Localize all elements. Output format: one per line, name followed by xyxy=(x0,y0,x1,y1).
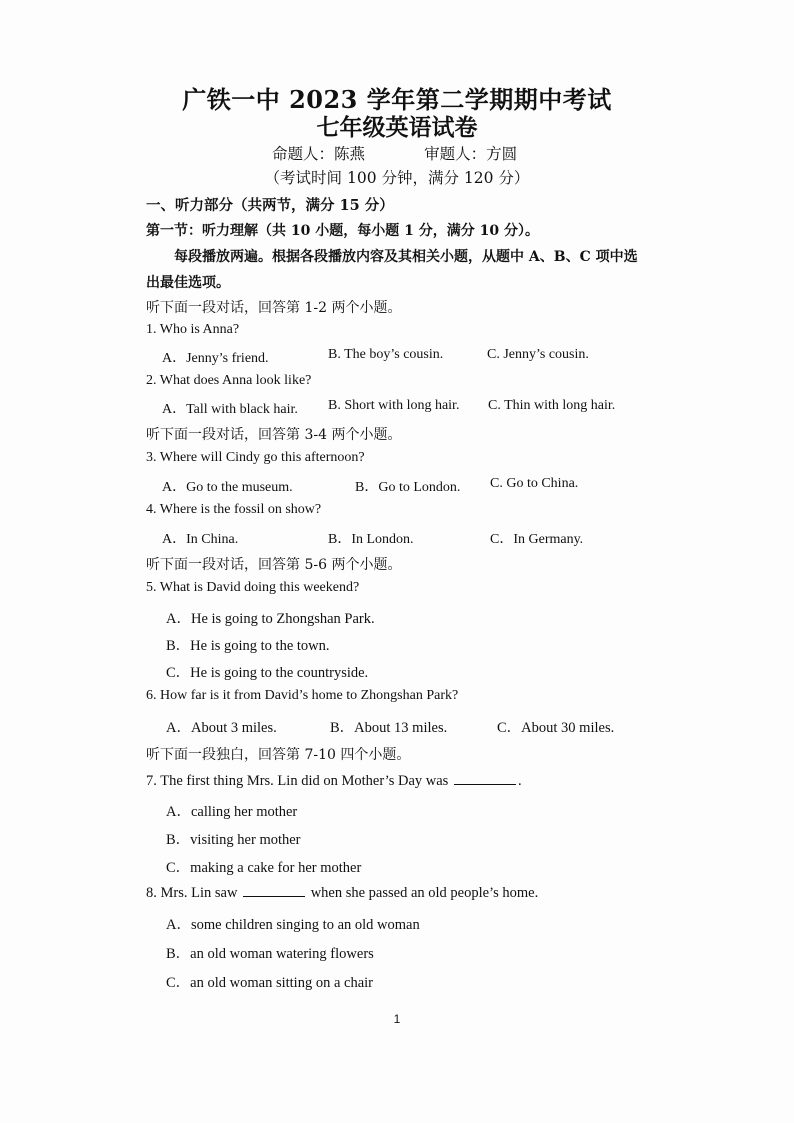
question-7-option-b: B．visiting her mother xyxy=(166,832,301,848)
option-a: A．Jenny’s friend. xyxy=(162,351,269,366)
listening-prompt-1: 听下面一段对话，回答第 1-2 两个小题。 xyxy=(146,300,402,316)
option-b: B．Go to London. xyxy=(355,480,461,495)
time-note: （考试时间 100 分钟，满分 120 分） xyxy=(264,169,530,187)
question-4: 4. Where is the fossil on show? xyxy=(146,502,322,517)
question-7-end: . xyxy=(517,773,522,789)
option-a: A．Go to the museum. xyxy=(162,480,293,495)
question-7-text: 7. The first thing Mrs. Lin did on Mother’s Day was xyxy=(146,773,449,789)
question-5-option-a: A．He is going to Zhongshan Park. xyxy=(166,611,375,627)
option-b: B．In London. xyxy=(328,532,414,547)
authors-line xyxy=(272,142,517,164)
option-c: C. Go to China. xyxy=(490,476,579,491)
instruction-line-2: 出最佳选项。 xyxy=(146,275,230,291)
question-8-end: when she passed an old people’s home. xyxy=(310,885,539,901)
option-b: B．About 13 miles. xyxy=(330,720,448,736)
question-8-option-b: B．an old woman watering flowers xyxy=(166,946,374,962)
option-c: C．About 30 miles. xyxy=(497,720,615,736)
question-7-option-a: A．calling her mother xyxy=(166,804,298,820)
setter-label: 命题人：陈燕 xyxy=(272,145,366,163)
option-b: B. The boy’s cousin. xyxy=(328,347,444,362)
option-c: C. Thin with long hair. xyxy=(488,398,616,413)
question-5-option-b: B．He is going to the town. xyxy=(166,638,330,654)
question-8-text: 8. Mrs. Lin saw xyxy=(146,885,238,901)
answer-blank xyxy=(243,884,305,897)
option-c: C．In Germany. xyxy=(490,532,584,547)
question-3: 3. Where will Cindy go this afternoon? xyxy=(146,450,365,465)
question-6: 6. How far is it from David’s home to Zhongshan Park? xyxy=(146,688,459,703)
reviewer-label: 审题人：方圆 xyxy=(424,145,518,163)
listening-prompt-2: 听下面一段对话，回答第 3-4 两个小题。 xyxy=(146,427,402,443)
option-c: C. Jenny’s cousin. xyxy=(487,347,589,362)
listening-prompt-4: 听下面一段独白，回答第 7-10 四个小题。 xyxy=(146,747,411,763)
part1-heading: 一、听力部分（共两节，满分 15 分） xyxy=(146,197,394,214)
question-2: 2. What does Anna look like? xyxy=(146,373,312,388)
option-a: A．About 3 miles. xyxy=(166,720,277,736)
instruction-line-1: 每段播放两遍。根据各段播放内容及其相关小题，从题中 A、B、C 项中选 xyxy=(174,249,638,265)
question-7-option-c: C．making a cake for her mother xyxy=(166,860,362,876)
question-8-option-c: C．an old woman sitting on a chair xyxy=(166,975,373,991)
question-1: 1. Who is Anna? xyxy=(146,322,240,337)
page-number: 1 xyxy=(393,1012,401,1026)
section1-heading: 第一节：听力理解（共 10 小题，每小题 1 分，满分 10 分）。 xyxy=(146,223,539,239)
exam-subtitle: 七年级英语试卷 xyxy=(316,114,478,141)
option-a: A．In China. xyxy=(162,532,239,547)
option-b: B. Short with long hair. xyxy=(328,398,460,413)
question-5-option-c: C．He is going to the countryside. xyxy=(166,665,369,681)
question-5: 5. What is David doing this weekend? xyxy=(146,580,360,595)
listening-prompt-3: 听下面一段对话，回答第 5-6 两个小题。 xyxy=(146,557,402,573)
question-7 xyxy=(146,772,522,790)
exam-title: 广铁一中 2023 学年第二学期期中考试 xyxy=(182,85,612,114)
question-8-option-a: A．some children singing to an old woman xyxy=(166,917,420,933)
question-8 xyxy=(146,884,538,902)
answer-blank xyxy=(454,772,516,785)
option-a: A．Tall with black hair. xyxy=(162,402,298,417)
